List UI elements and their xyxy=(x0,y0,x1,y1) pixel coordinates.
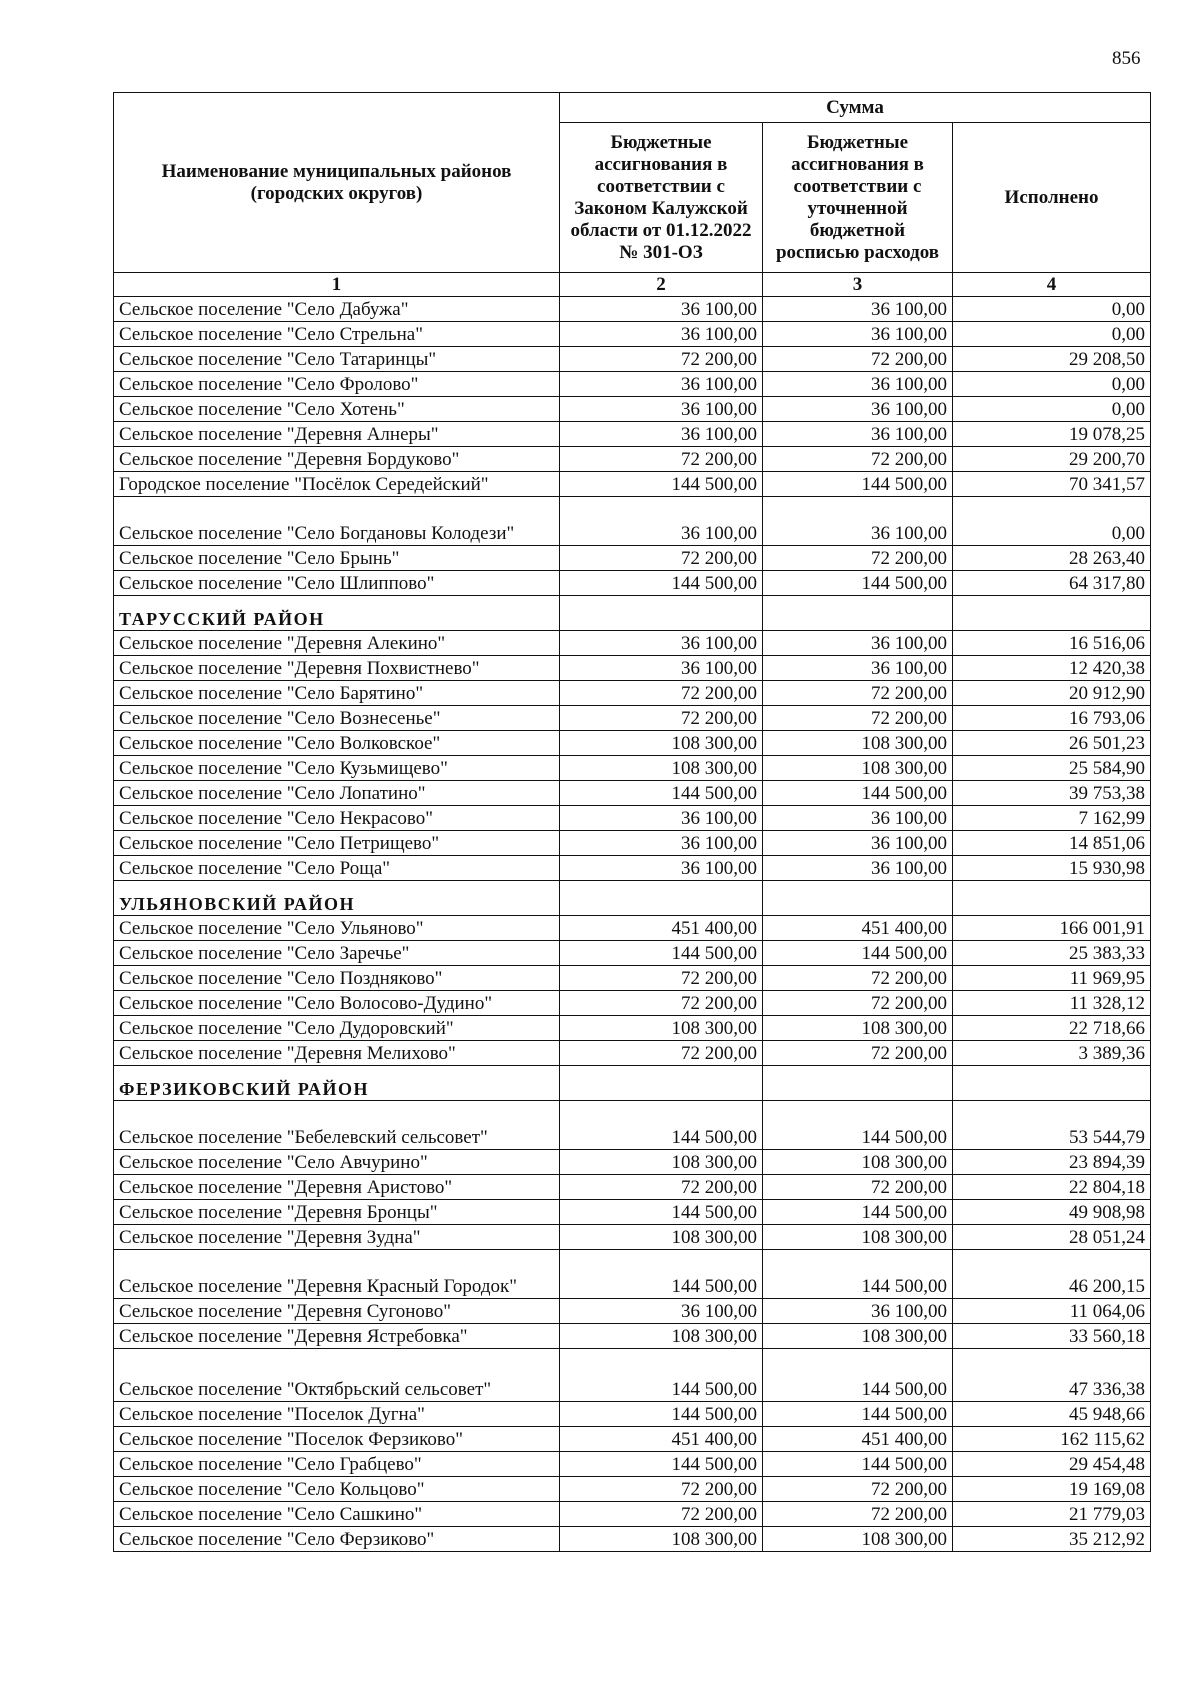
executed-amount: 46 200,15 xyxy=(953,1250,1151,1299)
appropriation-refined: 72 200,00 xyxy=(763,1477,953,1502)
appropriation-law: 144 500,00 xyxy=(560,571,763,596)
table-row xyxy=(114,856,1151,881)
district-row xyxy=(114,596,1151,631)
table-row xyxy=(114,1527,1151,1552)
settlement-name: Сельское поселение "Деревня Бордуково" xyxy=(114,447,560,472)
executed-amount: 53 544,79 xyxy=(953,1101,1151,1150)
appropriation-law: 72 200,00 xyxy=(560,546,763,571)
table-row xyxy=(114,571,1151,596)
column-number-1: 1 xyxy=(114,273,560,297)
header-col-2: Бюджетные ассигнования в соответствии с Законом Калужской области от 01.12.2022 № 301-ОЗ xyxy=(560,123,763,273)
appropriation-law: 451 400,00 xyxy=(560,1427,763,1452)
appropriation-law: 36 100,00 xyxy=(560,422,763,447)
settlement-name: Сельское поселение "Деревня Ястребовка" xyxy=(114,1324,560,1349)
appropriation-refined: 144 500,00 xyxy=(763,1349,953,1402)
settlement-name: Сельское поселение "Деревня Алнеры" xyxy=(114,422,560,447)
settlement-name: Сельское поселение "Деревня Алекино" xyxy=(114,631,560,656)
appropriation-law: 144 500,00 xyxy=(560,1200,763,1225)
table-row xyxy=(114,1477,1151,1502)
appropriation-refined: 108 300,00 xyxy=(763,731,953,756)
settlement-name: Сельское поселение "Село Авчурино" xyxy=(114,1150,560,1175)
settlement-name: Сельское поселение "Село Ульяново" xyxy=(114,916,560,941)
settlement-name: Сельское поселение "Деревня Похвистнево" xyxy=(114,656,560,681)
settlement-name: Сельское поселение "Деревня Мелихово" xyxy=(114,1041,560,1066)
appropriation-law: 451 400,00 xyxy=(560,916,763,941)
appropriation-law: 108 300,00 xyxy=(560,756,763,781)
appropriation-law: 72 200,00 xyxy=(560,1175,763,1200)
district-row xyxy=(114,881,1151,916)
settlement-name: Сельское поселение "Село Стрельна" xyxy=(114,322,560,347)
settlement-name: Сельское поселение "Село Волосово-Дудино" xyxy=(114,991,560,1016)
empty-cell xyxy=(560,1066,763,1101)
executed-amount: 29 208,50 xyxy=(953,347,1151,372)
appropriation-refined: 72 200,00 xyxy=(763,546,953,571)
executed-amount: 19 078,25 xyxy=(953,422,1151,447)
appropriation-law: 144 500,00 xyxy=(560,472,763,497)
appropriation-refined: 36 100,00 xyxy=(763,322,953,347)
executed-amount: 11 064,06 xyxy=(953,1299,1151,1324)
appropriation-law: 36 100,00 xyxy=(560,497,763,546)
appropriation-law: 72 200,00 xyxy=(560,991,763,1016)
settlement-name: Сельское поселение "Село Дабужа" xyxy=(114,297,560,322)
appropriation-refined: 72 200,00 xyxy=(763,1175,953,1200)
appropriation-law: 36 100,00 xyxy=(560,397,763,422)
executed-amount: 0,00 xyxy=(953,322,1151,347)
appropriation-law: 36 100,00 xyxy=(560,322,763,347)
appropriation-refined: 144 500,00 xyxy=(763,1250,953,1299)
empty-cell xyxy=(953,881,1151,916)
column-number-4: 4 xyxy=(953,273,1151,297)
table-header xyxy=(114,93,1151,297)
appropriation-refined: 108 300,00 xyxy=(763,1527,953,1552)
settlement-name: Сельское поселение "Село Волковское" xyxy=(114,731,560,756)
executed-amount: 0,00 xyxy=(953,372,1151,397)
appropriation-law: 36 100,00 xyxy=(560,631,763,656)
appropriation-refined: 36 100,00 xyxy=(763,422,953,447)
appropriation-law: 36 100,00 xyxy=(560,806,763,831)
appropriation-law: 144 500,00 xyxy=(560,1250,763,1299)
empty-cell xyxy=(560,596,763,631)
appropriation-law: 72 200,00 xyxy=(560,1502,763,1527)
executed-amount: 26 501,23 xyxy=(953,731,1151,756)
table-row xyxy=(114,1452,1151,1477)
table-row xyxy=(114,1175,1151,1200)
executed-amount: 28 051,24 xyxy=(953,1225,1151,1250)
executed-amount: 29 200,70 xyxy=(953,447,1151,472)
table-row xyxy=(114,966,1151,991)
appropriation-law: 72 200,00 xyxy=(560,706,763,731)
executed-amount: 162 115,62 xyxy=(953,1427,1151,1452)
appropriation-refined: 36 100,00 xyxy=(763,831,953,856)
appropriation-refined: 144 500,00 xyxy=(763,472,953,497)
settlement-name: Сельское поселение "Село Сашкино" xyxy=(114,1502,560,1527)
appropriation-refined: 72 200,00 xyxy=(763,706,953,731)
appropriation-law: 36 100,00 xyxy=(560,1299,763,1324)
table-row xyxy=(114,991,1151,1016)
appropriation-law: 36 100,00 xyxy=(560,372,763,397)
settlement-name: Сельское поселение "Поселок Дугна" xyxy=(114,1402,560,1427)
table-row xyxy=(114,297,1151,322)
appropriation-refined: 72 200,00 xyxy=(763,991,953,1016)
settlement-name: Сельское поселение "Деревня Аристово" xyxy=(114,1175,560,1200)
settlement-name: Сельское поселение "Село Заречье" xyxy=(114,941,560,966)
table-row xyxy=(114,1502,1151,1527)
appropriation-law: 144 500,00 xyxy=(560,1452,763,1477)
table-row xyxy=(114,656,1151,681)
appropriation-refined: 108 300,00 xyxy=(763,756,953,781)
appropriation-law: 36 100,00 xyxy=(560,656,763,681)
appropriation-refined: 108 300,00 xyxy=(763,1016,953,1041)
executed-amount: 7 162,99 xyxy=(953,806,1151,831)
executed-amount: 23 894,39 xyxy=(953,1150,1151,1175)
appropriation-law: 108 300,00 xyxy=(560,1527,763,1552)
settlement-name: Сельское поселение "Село Грабцево" xyxy=(114,1452,560,1477)
appropriation-refined: 451 400,00 xyxy=(763,1427,953,1452)
executed-amount: 16 516,06 xyxy=(953,631,1151,656)
table-row xyxy=(114,397,1151,422)
executed-amount: 45 948,66 xyxy=(953,1402,1151,1427)
district-name: УЛЬЯНОВСКИЙ РАЙОН xyxy=(114,881,560,916)
table-row xyxy=(114,422,1151,447)
executed-amount: 29 454,48 xyxy=(953,1452,1151,1477)
empty-cell xyxy=(560,881,763,916)
page-number: 856 xyxy=(1112,48,1141,69)
settlement-name: Сельское поселение "Село Шлиппово" xyxy=(114,571,560,596)
executed-amount: 11 969,95 xyxy=(953,966,1151,991)
table-row xyxy=(114,1200,1151,1225)
appropriation-refined: 108 300,00 xyxy=(763,1150,953,1175)
executed-amount: 64 317,80 xyxy=(953,571,1151,596)
appropriation-law: 108 300,00 xyxy=(560,1016,763,1041)
appropriation-refined: 144 500,00 xyxy=(763,1452,953,1477)
table-row xyxy=(114,731,1151,756)
appropriation-refined: 108 300,00 xyxy=(763,1324,953,1349)
executed-amount: 12 420,38 xyxy=(953,656,1151,681)
appropriation-law: 144 500,00 xyxy=(560,941,763,966)
table-row xyxy=(114,372,1151,397)
table-row xyxy=(114,631,1151,656)
table-row xyxy=(114,1150,1151,1175)
settlement-name: Сельское поселение "Село Лопатино" xyxy=(114,781,560,806)
settlement-name: Сельское поселение "Село Богдановы Колодези" xyxy=(114,497,560,546)
table-row xyxy=(114,322,1151,347)
table-body xyxy=(114,297,1151,1552)
settlement-name: Сельское поселение "Село Фролово" xyxy=(114,372,560,397)
empty-cell xyxy=(763,596,953,631)
executed-amount: 22 804,18 xyxy=(953,1175,1151,1200)
table-row xyxy=(114,681,1151,706)
settlement-name: Сельское поселение "Село Барятино" xyxy=(114,681,560,706)
table-row xyxy=(114,1299,1151,1324)
appropriation-law: 72 200,00 xyxy=(560,1477,763,1502)
executed-amount: 70 341,57 xyxy=(953,472,1151,497)
settlement-name: Сельское поселение "Поселок Ферзиково" xyxy=(114,1427,560,1452)
appropriation-law: 108 300,00 xyxy=(560,1324,763,1349)
executed-amount: 0,00 xyxy=(953,297,1151,322)
executed-amount: 0,00 xyxy=(953,397,1151,422)
settlement-name: Сельское поселение "Деревня Зудна" xyxy=(114,1225,560,1250)
table-row xyxy=(114,497,1151,546)
appropriation-refined: 36 100,00 xyxy=(763,1299,953,1324)
executed-amount: 39 753,38 xyxy=(953,781,1151,806)
appropriation-refined: 72 200,00 xyxy=(763,966,953,991)
table-row xyxy=(114,546,1151,571)
settlement-name: Сельское поселение "Село Татаринцы" xyxy=(114,347,560,372)
appropriation-refined: 144 500,00 xyxy=(763,1200,953,1225)
table-row xyxy=(114,1427,1151,1452)
empty-cell xyxy=(763,881,953,916)
appropriation-refined: 72 200,00 xyxy=(763,1041,953,1066)
empty-cell xyxy=(953,596,1151,631)
executed-amount: 16 793,06 xyxy=(953,706,1151,731)
appropriation-law: 144 500,00 xyxy=(560,1349,763,1402)
appropriation-refined: 72 200,00 xyxy=(763,447,953,472)
executed-amount: 33 560,18 xyxy=(953,1324,1151,1349)
district-name: ФЕРЗИКОВСКИЙ РАЙОН xyxy=(114,1066,560,1101)
settlement-name: Сельское поселение "Деревня Бронцы" xyxy=(114,1200,560,1225)
settlement-name: Сельское поселение "Село Дудоровский" xyxy=(114,1016,560,1041)
executed-amount: 15 930,98 xyxy=(953,856,1151,881)
appropriation-refined: 451 400,00 xyxy=(763,916,953,941)
settlement-name: Сельское поселение "Деревня Сугоново" xyxy=(114,1299,560,1324)
appropriation-refined: 72 200,00 xyxy=(763,347,953,372)
table-row xyxy=(114,472,1151,497)
table-row xyxy=(114,1402,1151,1427)
empty-cell xyxy=(763,1066,953,1101)
appropriation-law: 36 100,00 xyxy=(560,831,763,856)
settlement-name: Сельское поселение "Октябрьский сельсовет" xyxy=(114,1349,560,1402)
table-row xyxy=(114,831,1151,856)
settlement-name: Городское поселение "Посёлок Середейский" xyxy=(114,472,560,497)
appropriation-refined: 36 100,00 xyxy=(763,656,953,681)
appropriation-refined: 144 500,00 xyxy=(763,1402,953,1427)
appropriation-refined: 36 100,00 xyxy=(763,397,953,422)
header-col-4: Исполнено xyxy=(953,123,1151,273)
table-row xyxy=(114,1225,1151,1250)
header-sum: Сумма xyxy=(560,93,1151,123)
settlement-name: Сельское поселение "Село Петрищево" xyxy=(114,831,560,856)
column-number-3: 3 xyxy=(763,273,953,297)
executed-amount: 47 336,38 xyxy=(953,1349,1151,1402)
executed-amount: 20 912,90 xyxy=(953,681,1151,706)
executed-amount: 166 001,91 xyxy=(953,916,1151,941)
appropriation-refined: 36 100,00 xyxy=(763,806,953,831)
executed-amount: 14 851,06 xyxy=(953,831,1151,856)
appropriation-refined: 36 100,00 xyxy=(763,497,953,546)
appropriation-refined: 72 200,00 xyxy=(763,681,953,706)
appropriation-law: 72 200,00 xyxy=(560,966,763,991)
appropriation-law: 144 500,00 xyxy=(560,1101,763,1150)
table-row xyxy=(114,756,1151,781)
appropriation-law: 144 500,00 xyxy=(560,781,763,806)
column-number-2: 2 xyxy=(560,273,763,297)
appropriation-law: 36 100,00 xyxy=(560,297,763,322)
appropriation-refined: 144 500,00 xyxy=(763,781,953,806)
table-row xyxy=(114,806,1151,831)
table-row xyxy=(114,781,1151,806)
executed-amount: 0,00 xyxy=(953,497,1151,546)
table-row xyxy=(114,1349,1151,1402)
table-row xyxy=(114,447,1151,472)
table-row xyxy=(114,347,1151,372)
appropriation-refined: 108 300,00 xyxy=(763,1225,953,1250)
appropriation-law: 108 300,00 xyxy=(560,1150,763,1175)
executed-amount: 11 328,12 xyxy=(953,991,1151,1016)
appropriation-refined: 36 100,00 xyxy=(763,297,953,322)
appropriation-law: 108 300,00 xyxy=(560,731,763,756)
table-row xyxy=(114,1041,1151,1066)
executed-amount: 19 169,08 xyxy=(953,1477,1151,1502)
district-name: ТАРУССКИЙ РАЙОН xyxy=(114,596,560,631)
appropriation-refined: 72 200,00 xyxy=(763,1502,953,1527)
settlement-name: Сельское поселение "Село Кузьмищево" xyxy=(114,756,560,781)
appropriation-refined: 144 500,00 xyxy=(763,571,953,596)
settlement-name: Сельское поселение "Село Роща" xyxy=(114,856,560,881)
appropriation-refined: 144 500,00 xyxy=(763,941,953,966)
table-row xyxy=(114,1101,1151,1150)
appropriation-refined: 36 100,00 xyxy=(763,856,953,881)
table-row xyxy=(114,706,1151,731)
header-col-3: Бюджетные ассигнования в соответствии с уточненной бюджетной росписью расходов xyxy=(763,123,953,273)
appropriation-refined: 36 100,00 xyxy=(763,631,953,656)
appropriation-law: 72 200,00 xyxy=(560,681,763,706)
settlement-name: Сельское поселение "Село Вознесенье" xyxy=(114,706,560,731)
appropriation-law: 72 200,00 xyxy=(560,447,763,472)
settlement-name: Сельское поселение "Село Кольцово" xyxy=(114,1477,560,1502)
district-row xyxy=(114,1066,1151,1101)
settlement-name: Сельское поселение "Село Ферзиково" xyxy=(114,1527,560,1552)
appropriation-law: 36 100,00 xyxy=(560,856,763,881)
budget-table xyxy=(113,92,1151,1552)
executed-amount: 3 389,36 xyxy=(953,1041,1151,1066)
table-row xyxy=(114,1324,1151,1349)
empty-cell xyxy=(953,1066,1151,1101)
table-row xyxy=(114,1250,1151,1299)
executed-amount: 25 584,90 xyxy=(953,756,1151,781)
executed-amount: 49 908,98 xyxy=(953,1200,1151,1225)
appropriation-law: 72 200,00 xyxy=(560,347,763,372)
settlement-name: Сельское поселение "Село Некрасово" xyxy=(114,806,560,831)
executed-amount: 35 212,92 xyxy=(953,1527,1151,1552)
table-row xyxy=(114,1016,1151,1041)
header-name-column: Наименование муниципальных районов (городских округов) xyxy=(114,93,560,273)
settlement-name: Сельское поселение "Село Поздняково" xyxy=(114,966,560,991)
table-row xyxy=(114,941,1151,966)
executed-amount: 22 718,66 xyxy=(953,1016,1151,1041)
table-row xyxy=(114,916,1151,941)
appropriation-law: 144 500,00 xyxy=(560,1402,763,1427)
appropriation-law: 108 300,00 xyxy=(560,1225,763,1250)
appropriation-law: 72 200,00 xyxy=(560,1041,763,1066)
appropriation-refined: 36 100,00 xyxy=(763,372,953,397)
executed-amount: 25 383,33 xyxy=(953,941,1151,966)
executed-amount: 28 263,40 xyxy=(953,546,1151,571)
settlement-name: Сельское поселение "Бебелевский сельсовет" xyxy=(114,1101,560,1150)
settlement-name: Сельское поселение "Деревня Красный Городок" xyxy=(114,1250,560,1299)
executed-amount: 21 779,03 xyxy=(953,1502,1151,1527)
settlement-name: Сельское поселение "Село Хотень" xyxy=(114,397,560,422)
settlement-name: Сельское поселение "Село Брынь" xyxy=(114,546,560,571)
appropriation-refined: 144 500,00 xyxy=(763,1101,953,1150)
